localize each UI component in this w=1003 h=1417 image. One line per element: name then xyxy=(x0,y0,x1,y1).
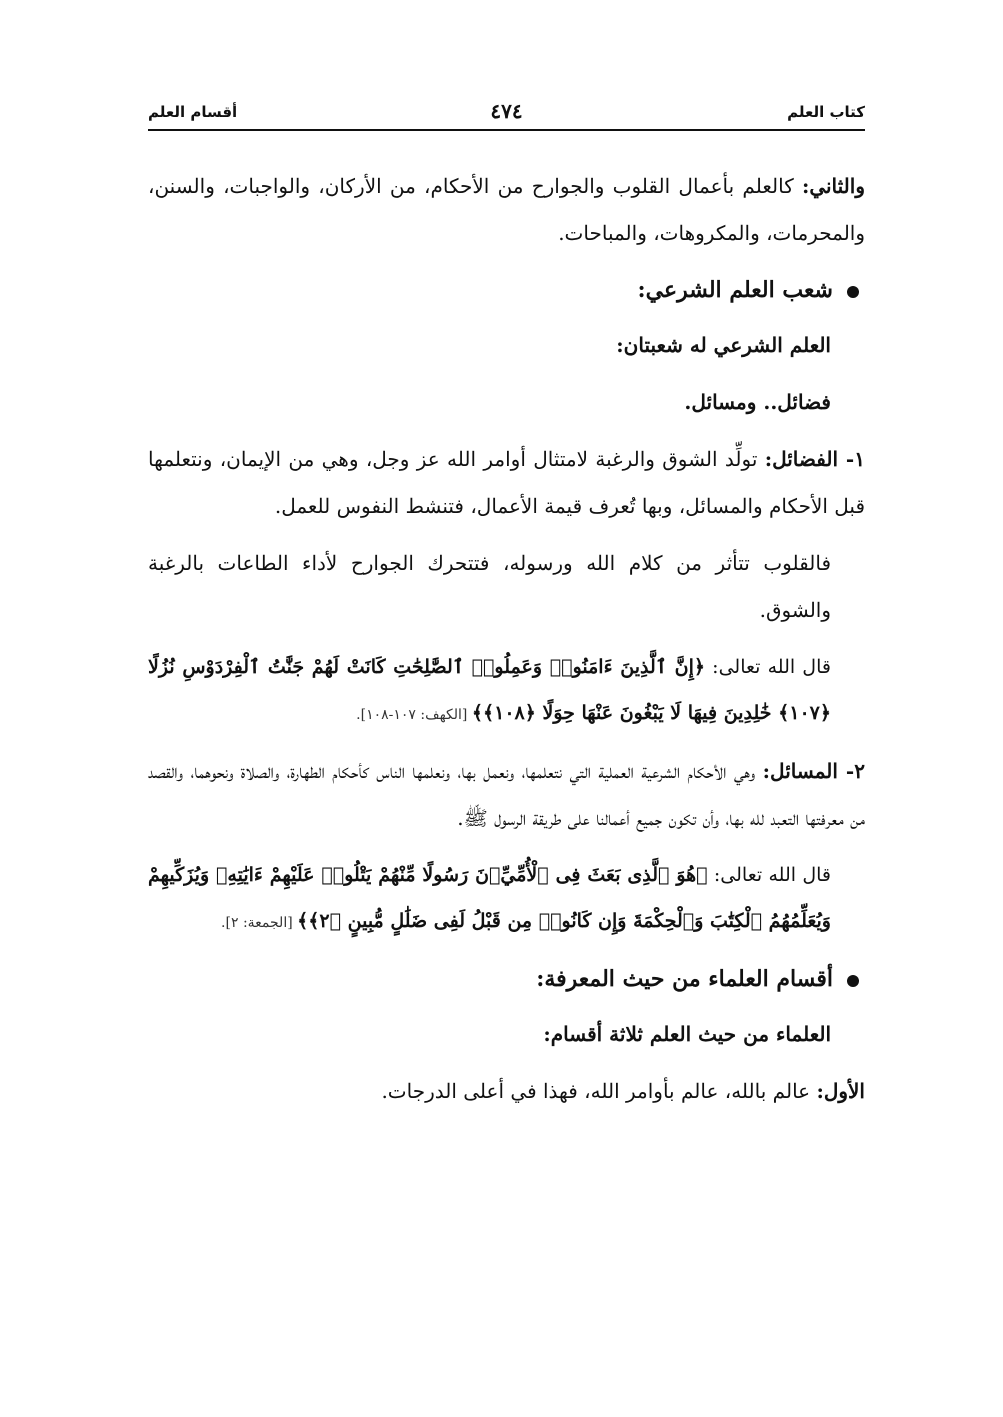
quran-quote-jumuah xyxy=(148,852,865,946)
quran2-reference: [الجمعة: ٢]. xyxy=(221,915,298,931)
second-lead: والثاني: xyxy=(801,174,865,198)
first-lead: الأول: xyxy=(816,1079,865,1103)
scholars-sub: العلماء من حيث العلم ثلاثة أقسام: xyxy=(543,1022,831,1046)
quran-quote-kahf xyxy=(148,644,865,738)
hearts-paragraph: فالقلوب تتأثر من كلام الله ورسوله، فتتحرك الجوارح لأداء الطاعات بالرغبة والشوق. xyxy=(148,551,831,622)
branches-heading xyxy=(148,267,865,314)
page-header xyxy=(148,99,865,129)
quran2-ayah: ﴿هُوَ ٱلَّذِى بَعَثَ فِى ٱلْأُمِّيِّۦنَ رَسُولًا مِّنْهُمْ يَتْلُوا۟ عَلَيْهِمْ ءَايَٰتِهِۦ وَيُزَكِّيهِمْ وَيُعَلِّمُهُمُ ٱلْكِتَٰبَ وَٱلْحِكْمَةَ وَإِن كَانُوا۟ مِن قَبْلُ لَفِى ضَلَٰلٍ مُّبِينٍ ﴿٢﴾﴾ xyxy=(148,864,831,932)
quran1-reference: [الكهف: ١٠٧-١٠٨]. xyxy=(356,707,472,723)
issues-text: وهي الأحكام الشرعية العملية التي نتعلمها، ونعمل بها، ونعلمها الناس كأحكام الطهارة، والصلاة ونحوهما، والقصد من معرفتها التعبد لله بها، وأن تكون جميع أعمالنا على طريقة الرسول ﷺ. xyxy=(148,759,865,830)
scholars-heading-text: أقسام العلماء من حيث المعرفة: xyxy=(536,966,833,992)
virtues-lead: ١- الفضائل: xyxy=(764,447,865,471)
issues-lead: ٢- المسائل: xyxy=(762,759,865,783)
section-title: أقسام العلم xyxy=(148,103,238,121)
scholars-heading xyxy=(148,956,865,1003)
branches-heading-text: شعب العلم الشرعي: xyxy=(637,277,833,303)
second-paragraph xyxy=(148,163,865,257)
page-number: ٤٧٤ xyxy=(490,99,523,123)
quran1-ayah: ﴿إِنَّ ٱلَّذِينَ ءَامَنُوا۟ وَعَمِلُوا۟ ٱلصَّٰلِحَٰتِ كَانَتْ لَهُمْ جَنَّٰتُ ٱلْفِرْدَوْسِ نُزُلًا ﴿١٠٧﴾ خَٰلِدِينَ فِيهَا لَا يَبْغُونَ عَنْهَا حِوَلًا ﴿١٠٨﴾﴾ xyxy=(148,656,831,724)
bullet-icon xyxy=(847,975,859,987)
header-divider xyxy=(148,129,865,131)
bullet-icon xyxy=(847,286,859,298)
virtues-text: تولِّد الشوق والرغبة لامتثال أوامر الله عز وجل، وهي من الإيمان، ونتعلمها قبل الأحكام والمسائل، وبها تُعرف قيمة الأعمال، فتنشط النفوس للعمل. xyxy=(148,447,865,518)
quran1-intro: قال الله تعالى: xyxy=(705,656,831,678)
virtues-paragraph xyxy=(148,436,865,530)
book-title: كتاب العلم xyxy=(787,103,865,121)
issues-paragraph xyxy=(148,748,865,842)
quran2-intro: قال الله تعالى: xyxy=(707,864,832,886)
first-paragraph xyxy=(148,1068,865,1115)
second-text: كالعلم بأعمال القلوب والجوارح من الأحكام، من الأركان، والواجبات، والسنن، والمحرمات، والمكروهات، والمباحات. xyxy=(148,174,865,245)
branches-sub: العلم الشرعي له شعبتان: xyxy=(616,333,831,357)
page-body xyxy=(148,163,865,1125)
first-text: عالم بالله، عالم بأوامر الله، فهذا في أعلى الدرجات. xyxy=(381,1079,817,1103)
branches-list: فضائل.. ومسائل. xyxy=(684,390,831,414)
